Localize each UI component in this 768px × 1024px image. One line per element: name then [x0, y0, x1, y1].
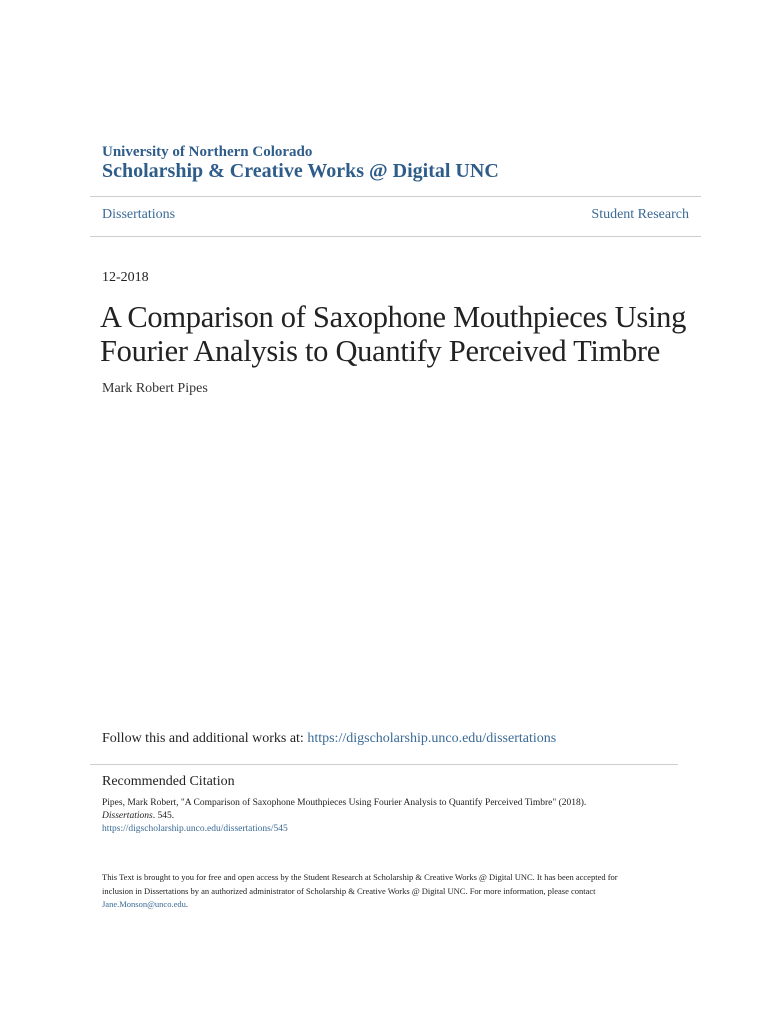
citation-divider: [90, 764, 678, 765]
access-notice-line-2: inclusion in Dissertations by an authorized administrator of Scholarship & Creative Works @ Digital UNC. For more information, please contact: [102, 885, 596, 896]
top-divider: [90, 196, 701, 197]
citation-text: Pipes, Mark Robert, "A Comparison of Saxophone Mouthpieces Using Fourier Analysis to Quantify Perceived Timbre" (2018).: [102, 798, 587, 808]
follow-text: Follow this and additional works at:: [102, 731, 308, 746]
citation-number: . 545.: [152, 811, 175, 821]
citation-heading: Recommended Citation: [102, 774, 235, 789]
email-suffix: .: [185, 899, 188, 909]
author-name: Mark Robert Pipes: [102, 381, 208, 396]
citation-series-line: [102, 810, 702, 823]
follow-line: [102, 731, 556, 747]
contact-email-link[interactable]: Jane.Monson@unco.edu: [102, 899, 186, 909]
title-line-1: A Comparison of Saxophone Mouthpieces Using: [100, 300, 687, 334]
collection-url-link[interactable]: https://digscholarship.unco.edu/dissertations: [307, 731, 557, 746]
publication-date: 12-2018: [102, 270, 149, 285]
nav-divider: [90, 236, 701, 237]
title-line-2: Fourier Analysis to Quantify Perceived Timbre: [100, 334, 661, 368]
citation-block: [102, 797, 702, 836]
access-notice: [102, 871, 682, 912]
citation-series: Dissertations: [102, 811, 153, 821]
repository-link[interactable]: Scholarship & Creative Works @ Digital UNC: [102, 160, 499, 182]
document-title: [100, 300, 700, 368]
dissertations-link[interactable]: Dissertations: [102, 207, 176, 222]
student-research-link[interactable]: Student Research: [591, 207, 689, 222]
access-notice-line-1: This Text is brought to you for free and open access by the Student Research at Scholarship & Creative Works @ Digital UNC. It has been accepted for: [102, 872, 618, 882]
citation-url-link[interactable]: https://digscholarship.unco.edu/dissertations/545: [102, 824, 288, 834]
institution-link[interactable]: University of Northern Colorado: [102, 144, 313, 160]
